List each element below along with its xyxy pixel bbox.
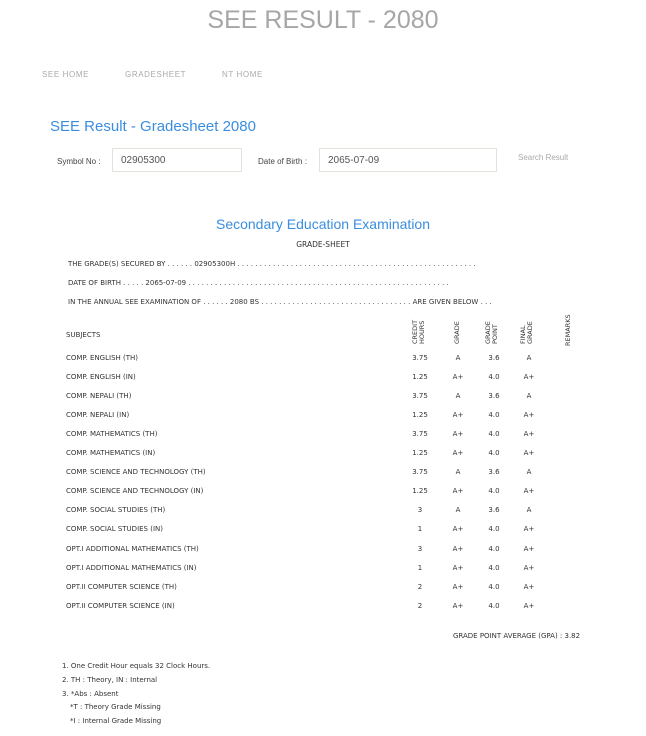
cell-grade-point: 4.0 xyxy=(488,411,500,420)
cell-credit-hours: 3.75 xyxy=(412,430,428,439)
cell-subject: COMP. MATHEMATICS (TH) xyxy=(66,430,158,439)
cell-final-grade: A xyxy=(526,392,532,401)
cell-subject: COMP. SCIENCE AND TECHNOLOGY (IN) xyxy=(66,487,204,496)
form-title: SEE Result - Gradesheet 2080 xyxy=(50,118,256,135)
table-row xyxy=(66,430,606,442)
cell-final-grade: A+ xyxy=(523,373,535,382)
cell-subject: COMP. MATHEMATICS (IN) xyxy=(66,449,156,458)
dob-label: Date of Birth : xyxy=(258,157,307,166)
col-final-grade: FINAL GRADE xyxy=(519,321,534,344)
cell-grade-point: 4.0 xyxy=(488,582,500,591)
cell-final-grade: A xyxy=(526,506,532,515)
table-row xyxy=(66,545,606,557)
cell-grade-point: 4.0 xyxy=(488,525,500,534)
note-5: *I : Internal Grade Missing xyxy=(70,717,162,725)
cell-subject: COMP. ENGLISH (TH) xyxy=(66,354,138,362)
cell-subject: COMP. SOCIAL STUDIES (IN) xyxy=(66,525,163,534)
table-row xyxy=(66,506,606,518)
table-row xyxy=(66,564,606,576)
table-row xyxy=(66,449,606,461)
cell-grade-point: 4.0 xyxy=(488,487,500,496)
cell-credit-hours: 3.75 xyxy=(412,468,428,477)
cell-final-grade: A xyxy=(526,468,532,477)
cell-grade-point: 3.6 xyxy=(488,506,500,515)
cell-grade: A+ xyxy=(452,449,464,458)
table-row xyxy=(66,354,606,366)
table-row xyxy=(66,602,606,614)
cell-grade-point: 4.0 xyxy=(488,373,500,382)
cell-subject: COMP. NEPALI (IN) xyxy=(66,411,130,420)
cell-grade-point: 3.6 xyxy=(488,354,500,362)
cell-grade: A xyxy=(455,392,461,401)
table-row xyxy=(66,411,606,423)
cell-grade-point: 4.0 xyxy=(488,430,500,439)
cell-credit-hours: 1 xyxy=(417,563,423,572)
note-3: 3. *Abs : Absent xyxy=(62,690,119,698)
cell-grade: A+ xyxy=(452,411,464,420)
cell-subject: COMP. SOCIAL STUDIES (TH) xyxy=(66,506,166,515)
cell-grade: A+ xyxy=(452,430,464,439)
cell-credit-hours: 2 xyxy=(417,601,423,610)
dob-input[interactable] xyxy=(319,148,497,172)
cell-grade: A+ xyxy=(452,525,464,534)
cell-credit-hours: 1.25 xyxy=(412,487,428,496)
cell-subject: OPT.II COMPUTER SCIENCE (IN) xyxy=(66,601,175,610)
cell-credit-hours: 3.75 xyxy=(412,392,428,401)
dob-line: DATE OF BIRTH . . . . . 2065-07-09 . . . . . . . . . . . . . . . . . . . . . . . . . . . . . . . . . . . . . . . . . . . . . . . . . . . . . . . . . . . xyxy=(68,279,449,287)
symbol-label: Symbol No : xyxy=(57,157,101,166)
nav-gradesheet[interactable]: GRADESHEET xyxy=(125,70,187,79)
note-1: 1. One Credit Hour equals 32 Clock Hours. xyxy=(62,662,211,670)
cell-grade: A+ xyxy=(452,582,464,591)
cell-grade: A xyxy=(455,354,461,362)
col-grade-point: GRADE POINT xyxy=(484,321,499,344)
table-row xyxy=(66,583,606,595)
exam-title: Secondary Education Examination xyxy=(215,216,431,232)
secured-by-line: THE GRADE(S) SECURED BY . . . . . . 02905300H . . . . . . . . . . . . . . . . . . . . . . . . . . . . . . . . . . . . . . . . . . . . . . . . . . . . . . xyxy=(68,260,476,268)
note-2: 2. TH : Theory, IN : Internal xyxy=(62,676,158,684)
cell-grade: A+ xyxy=(452,373,464,382)
gpa: GRADE POINT AVERAGE (GPA) : 3.82 xyxy=(453,632,581,640)
cell-final-grade: A+ xyxy=(523,411,535,420)
cell-credit-hours: 3 xyxy=(417,506,423,515)
nav-nt-home[interactable]: NT HOME xyxy=(222,70,263,79)
cell-credit-hours: 1.25 xyxy=(412,373,428,382)
cell-grade: A+ xyxy=(452,601,464,610)
col-grade: GRADE xyxy=(453,321,461,344)
cell-final-grade: A+ xyxy=(523,430,535,439)
cell-grade: A xyxy=(455,506,461,515)
cell-final-grade: A+ xyxy=(523,525,535,534)
col-subjects: SUBJECTS xyxy=(66,331,101,339)
cell-subject: COMP. NEPALI (TH) xyxy=(66,392,132,401)
cell-final-grade: A+ xyxy=(523,563,535,572)
table-row xyxy=(66,392,606,404)
cell-subject: OPT.I ADDITIONAL MATHEMATICS (TH) xyxy=(66,544,199,553)
cell-grade: A+ xyxy=(452,563,464,572)
cell-grade-point: 3.6 xyxy=(488,468,500,477)
cell-grade-point: 4.0 xyxy=(488,563,500,572)
cell-final-grade: A+ xyxy=(523,544,535,553)
cell-grade: A+ xyxy=(452,487,464,496)
exam-line: IN THE ANNUAL SEE EXAMINATION OF . . . . . . 2080 BS . . . . . . . . . . . . . . . . . . . . . . . . . . . . . . . . . . ARE GIVEN BELOW . . . xyxy=(68,298,492,306)
table-row xyxy=(66,373,606,385)
cell-credit-hours: 1 xyxy=(417,525,423,534)
cell-grade-point: 4.0 xyxy=(488,601,500,610)
cell-credit-hours: 3.75 xyxy=(412,354,428,362)
page-title: SEE RESULT - 2080 xyxy=(207,6,439,34)
cell-credit-hours: 3 xyxy=(417,544,423,553)
cell-grade-point: 4.0 xyxy=(488,544,500,553)
cell-final-grade: A+ xyxy=(523,487,535,496)
nav-see-home[interactable]: SEE HOME xyxy=(42,70,90,79)
gradesheet-heading: GRADE-SHEET xyxy=(296,240,350,249)
cell-final-grade: A+ xyxy=(523,601,535,610)
cell-grade-point: 4.0 xyxy=(488,449,500,458)
table-row xyxy=(66,525,606,537)
cell-grade: A xyxy=(455,468,461,477)
cell-final-grade: A xyxy=(526,354,532,362)
col-remarks: REMARKS xyxy=(564,314,572,346)
cell-subject: OPT.I ADDITIONAL MATHEMATICS (IN) xyxy=(66,563,197,572)
cell-credit-hours: 1.25 xyxy=(412,411,428,420)
cell-subject: OPT.II COMPUTER SCIENCE (TH) xyxy=(66,582,177,591)
table-row xyxy=(66,468,606,480)
cell-credit-hours: 2 xyxy=(417,582,423,591)
cell-grade: A+ xyxy=(452,544,464,553)
cell-subject: COMP. ENGLISH (IN) xyxy=(66,373,136,382)
symbol-input[interactable] xyxy=(112,148,242,172)
col-credit-hours: CREDIT HOURS xyxy=(411,319,426,344)
table-row xyxy=(66,487,606,499)
cell-final-grade: A+ xyxy=(523,582,535,591)
cell-subject: COMP. SCIENCE AND TECHNOLOGY (TH) xyxy=(66,468,206,477)
cell-grade-point: 3.6 xyxy=(488,392,500,401)
cell-final-grade: A+ xyxy=(523,449,535,458)
search-result-button[interactable]: Search Result xyxy=(518,153,569,162)
cell-credit-hours: 1.25 xyxy=(412,449,428,458)
note-4: *T : Theory Grade Missing xyxy=(70,703,161,711)
